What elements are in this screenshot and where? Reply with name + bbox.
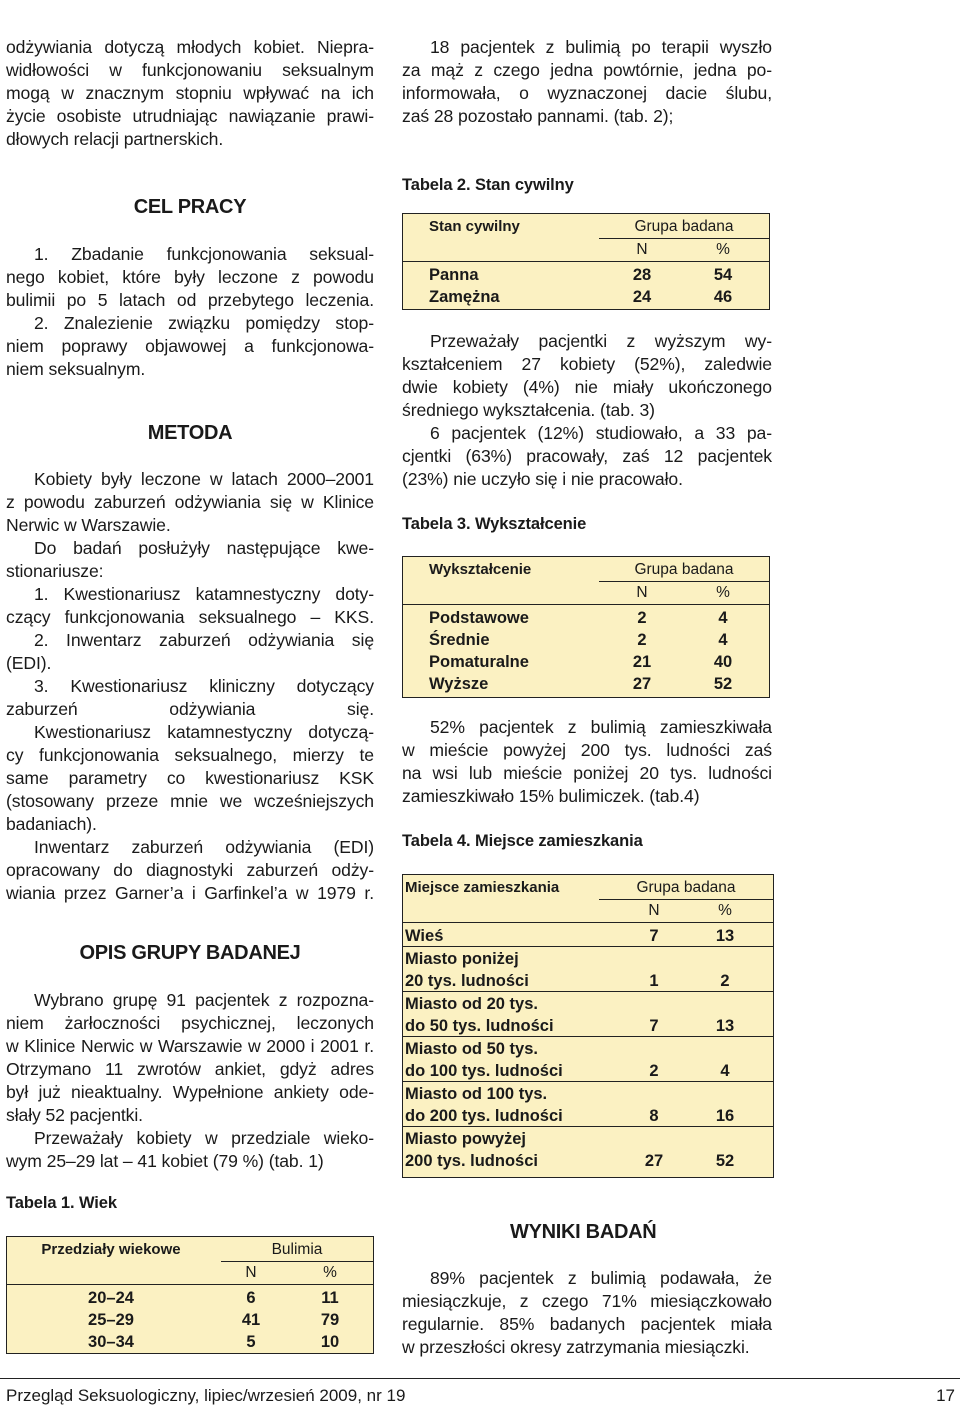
table-row-label: Miasto od 20 tys.	[405, 995, 538, 1013]
table-cell-pct: 52	[715, 1152, 735, 1170]
table-group-header: Bulimia	[271, 1241, 323, 1258]
table-cell-pct: 13	[715, 927, 735, 945]
table-cell-n: 6	[246, 1289, 256, 1307]
text-line: miesiączkuje, z czego 71% miesiączkowało	[402, 1291, 772, 1311]
table-cell-pct: 46	[713, 288, 733, 306]
text-line: wiania przez Garner’a i Garfinkel’a w 1979 r.	[6, 883, 374, 903]
table-cell-pct: 79	[320, 1311, 340, 1329]
text-line: zamieszkiwało 15% bulimiczek. (tab.4)	[402, 786, 700, 806]
table-row-label: Zamężna	[429, 288, 500, 306]
table-cell-pct: 2	[720, 972, 730, 990]
table-rule	[403, 991, 773, 992]
table-row-label: Średnie	[429, 631, 490, 649]
text-line: Przeważały pacjentki z wyższym wy-	[430, 331, 772, 351]
text-line: odżywiania dotyczą młodych kobiet. Niepra-	[6, 37, 374, 57]
text-line: badaniach).	[6, 814, 97, 834]
table-row-label: Wieś	[405, 927, 444, 945]
text-line: czący funkcjonowania seksualnego – KKS.	[6, 607, 374, 627]
text-line: mogą w znacznym stopniu wpływać na ich	[6, 83, 374, 103]
table-n-header: N	[245, 1264, 257, 1281]
table-cell-n: 5	[246, 1333, 256, 1351]
table-row-label: do 50 tys. ludności	[405, 1017, 554, 1035]
table-cell-pct: 13	[715, 1017, 735, 1035]
table-cell-n: 41	[241, 1311, 261, 1329]
table-cell-n: 24	[632, 288, 652, 306]
table-row-label: Podstawowe	[429, 609, 529, 627]
table-caption: Tabela 1. Wiek	[6, 1194, 117, 1212]
table-row-label: 20 tys. ludności	[405, 972, 529, 990]
table-row-label: Pomaturalne	[429, 653, 529, 671]
section-heading-metoda: METODA	[147, 422, 233, 444]
table-row-label: 25–29	[88, 1311, 134, 1329]
table-row-label: Miasto od 100 tys.	[405, 1085, 548, 1103]
table-pct-header: %	[718, 902, 732, 919]
table-rule	[403, 1081, 773, 1082]
table-cell-n: 27	[632, 675, 652, 693]
text-line: Nerwic w Warszawie.	[6, 515, 171, 535]
text-line: nego kobiet, które były leczone z powodu	[6, 267, 374, 287]
table-caption: Tabela 4. Miejsce zamieszkania	[402, 832, 643, 850]
text-line: 6 pacjentek (12%) studiowało, a 33 pa-	[430, 423, 772, 443]
table-cell-pct: 40	[713, 653, 733, 671]
table-row-label: do 100 tys. ludności	[405, 1062, 563, 1080]
text-line: życie osobiste utrudniając nawiązanie prawi-	[6, 106, 374, 126]
text-line: Przeważały kobiety w przedziale wieko-	[34, 1128, 374, 1148]
section-heading-cel: CEL PRACY	[133, 196, 247, 218]
data-table	[402, 213, 770, 310]
data-table	[402, 556, 770, 698]
text-line: wym 25–29 lat – 41 kobiet (79 %) (tab. 1)	[6, 1151, 324, 1171]
text-line: Otrzymano 11 zwrotów ankiet, gdyż adres	[6, 1059, 374, 1079]
table-col-header: Stan cywilny	[429, 218, 520, 235]
table-cell-pct: 54	[713, 266, 733, 284]
text-line: Inwentarz zaburzeń odżywiania (EDI)	[34, 837, 374, 857]
table-group-header: Grupa badana	[634, 218, 734, 235]
table-row-label: Panna	[429, 266, 479, 284]
text-line: kształceniem 27 kobiety (52%), zaledwie	[402, 354, 772, 374]
table-row-label: 20–24	[88, 1289, 134, 1307]
text-line: w przeszłości okresy zatrzymania miesiączki.	[402, 1337, 750, 1357]
text-line: 2. Znalezienie związku pomiędzy stop-	[34, 313, 374, 333]
text-line: Kwestionariusz katamnestyczny dotyczą-	[34, 722, 374, 742]
text-line: niem seksualnym.	[6, 359, 146, 379]
text-line: regularnie. 85% badanych pacjentek miała	[402, 1314, 772, 1334]
table-cell-n: 21	[632, 653, 652, 671]
table-rule	[403, 1036, 773, 1037]
table-cell-n: 2	[637, 631, 647, 649]
table-cell-pct: 10	[320, 1333, 340, 1351]
text-line: niem żarłoczności psychicznej, leczonych	[6, 1013, 374, 1033]
table-rule	[7, 1284, 373, 1285]
section-heading-opis: OPIS GRUPY BADANEJ	[79, 942, 301, 964]
text-line: 1. Zbadanie funkcjonowania seksual-	[34, 244, 374, 264]
text-line: z powodu zaburzeń odżywiania się w Klinice	[6, 492, 374, 512]
text-line: Do badań posłużyły następujące kwe-	[34, 538, 374, 558]
table-row-label: Wyższe	[429, 675, 489, 693]
table-cell-pct: 4	[718, 631, 728, 649]
table-cell-n: 1	[649, 972, 659, 990]
table-caption: Tabela 3. Wykształcenie	[402, 515, 587, 533]
text-line: zaburzeń odżywiania się.	[6, 699, 374, 719]
table-row-label: do 200 tys. ludności	[405, 1107, 563, 1125]
table-n-header: N	[636, 241, 648, 258]
text-line: w Klinice Nerwic w Warszawie w 2000 i 2001 r.	[6, 1036, 374, 1056]
table-rule	[403, 946, 773, 947]
table-pct-header: %	[716, 584, 730, 601]
text-line: cy funkcjonowania seksualnego, mierzy te	[6, 745, 374, 765]
table-col-header: Miejsce zamieszkania	[405, 879, 560, 896]
text-line: 2. Inwentarz zaburzeń odżywiania się	[34, 630, 374, 650]
table-cell-pct: 16	[715, 1107, 735, 1125]
text-line: informowała, o wyznaczonej dacie ślubu,	[402, 83, 772, 103]
table-rule	[403, 261, 769, 262]
text-line: w mieście powyżej 200 tys. ludności zaś	[402, 740, 772, 760]
table-row-label: 30–34	[88, 1333, 134, 1351]
table-cell-n: 2	[649, 1062, 659, 1080]
table-caption: Tabela 2. Stan cywilny	[402, 176, 574, 194]
text-line: 1. Kwestionariusz katamnestyczny doty-	[34, 584, 374, 604]
text-line: średniego wykształcenia. (tab. 3)	[402, 400, 655, 420]
data-table	[6, 1236, 374, 1354]
text-line: stionariusze:	[6, 561, 104, 581]
table-group-header: Grupa badana	[636, 879, 736, 896]
text-line: 18 pacjentek z bulimią po terapii wyszło	[430, 37, 772, 57]
text-line: opracowany do diagnostyki zaburzeń odży-	[6, 860, 374, 880]
text-line: Kobiety były leczone w latach 2000–2001	[34, 469, 374, 489]
table-pct-header: %	[323, 1264, 337, 1281]
table-n-header: N	[648, 902, 660, 919]
text-line: dłowych relacji partnerskich.	[6, 129, 224, 149]
text-line: (EDI).	[6, 653, 52, 673]
text-line: widłowości w funkcjonowaniu seksualnym	[6, 60, 374, 80]
text-line: 89% pacjentek z bulimią podawała, że	[430, 1268, 772, 1288]
table-row-label: Miasto poniżej	[405, 950, 519, 968]
table-cell-n: 8	[649, 1107, 659, 1125]
table-rule	[403, 604, 769, 605]
text-line: niem poprawy objawowej a funkcjonowa-	[6, 336, 374, 356]
table-cell-pct: 11	[321, 1289, 339, 1307]
table-rule	[403, 922, 773, 923]
table-cell-n: 7	[649, 927, 659, 945]
page-number: 17	[936, 1386, 955, 1405]
text-line: bulimii po 5 latach od przebytego leczenia.	[6, 290, 374, 310]
footer-journal: Przegląd Seksuologiczny, lipiec/wrzesień 2009, nr 19	[6, 1386, 406, 1405]
table-group-header: Grupa badana	[634, 561, 734, 578]
table-cell-pct: 4	[718, 609, 728, 627]
table-cell-n: 7	[649, 1017, 659, 1035]
text-line: cjentki (63%) pracowały, zaś 12 pacjentek	[402, 446, 772, 466]
section-heading-wyniki: WYNIKI BADAŃ	[510, 1221, 657, 1243]
footer-rule	[0, 1378, 960, 1379]
text-line: 3. Kwestionariusz kliniczny dotyczący	[34, 676, 374, 696]
table-cell-n: 28	[632, 266, 652, 284]
table-rule	[403, 1126, 773, 1127]
text-line: był już nieaktualny. Wypełnione ankiety ode-	[6, 1082, 374, 1102]
text-line: (23%) nie uczyło się i nie pracowało.	[402, 469, 683, 489]
text-line: słały 52 pacjentki.	[6, 1105, 143, 1125]
text-line: zaś 28 pozostało pannami. (tab. 2);	[402, 106, 674, 126]
table-row-label: Miasto od 50 tys.	[405, 1040, 538, 1058]
table-cell-pct: 52	[713, 675, 733, 693]
table-cell-n: 2	[637, 609, 647, 627]
text-line: 52% pacjentek z bulimią zamieszkiwała	[430, 717, 772, 737]
text-line: (stosowany przeze mnie we wcześniejszych	[6, 791, 374, 811]
text-line: na wsi lub mieście poniżej 20 tys. ludności	[402, 763, 772, 783]
table-pct-header: %	[716, 241, 730, 258]
data-table	[402, 874, 774, 1178]
text-line: same parametry co kwestionariusz KSK	[6, 768, 374, 788]
text-line: Wybrano grupę 91 pacjentek z rozpozna-	[34, 990, 374, 1010]
text-line: dwie kobiety (4%) nie miały ukończonego	[402, 377, 772, 397]
table-col-header: Wykształcenie	[429, 561, 532, 578]
table-n-header: N	[636, 584, 648, 601]
table-row-label: Miasto powyżej	[405, 1130, 527, 1148]
table-cell-pct: 4	[720, 1062, 730, 1080]
table-cell-n: 27	[644, 1152, 664, 1170]
table-col-header: Przedziały wiekowe	[41, 1241, 181, 1258]
text-line: za mąż z czego jedna powtórnie, jedna po-	[402, 60, 772, 80]
table-row-label: 200 tys. ludności	[405, 1152, 538, 1170]
